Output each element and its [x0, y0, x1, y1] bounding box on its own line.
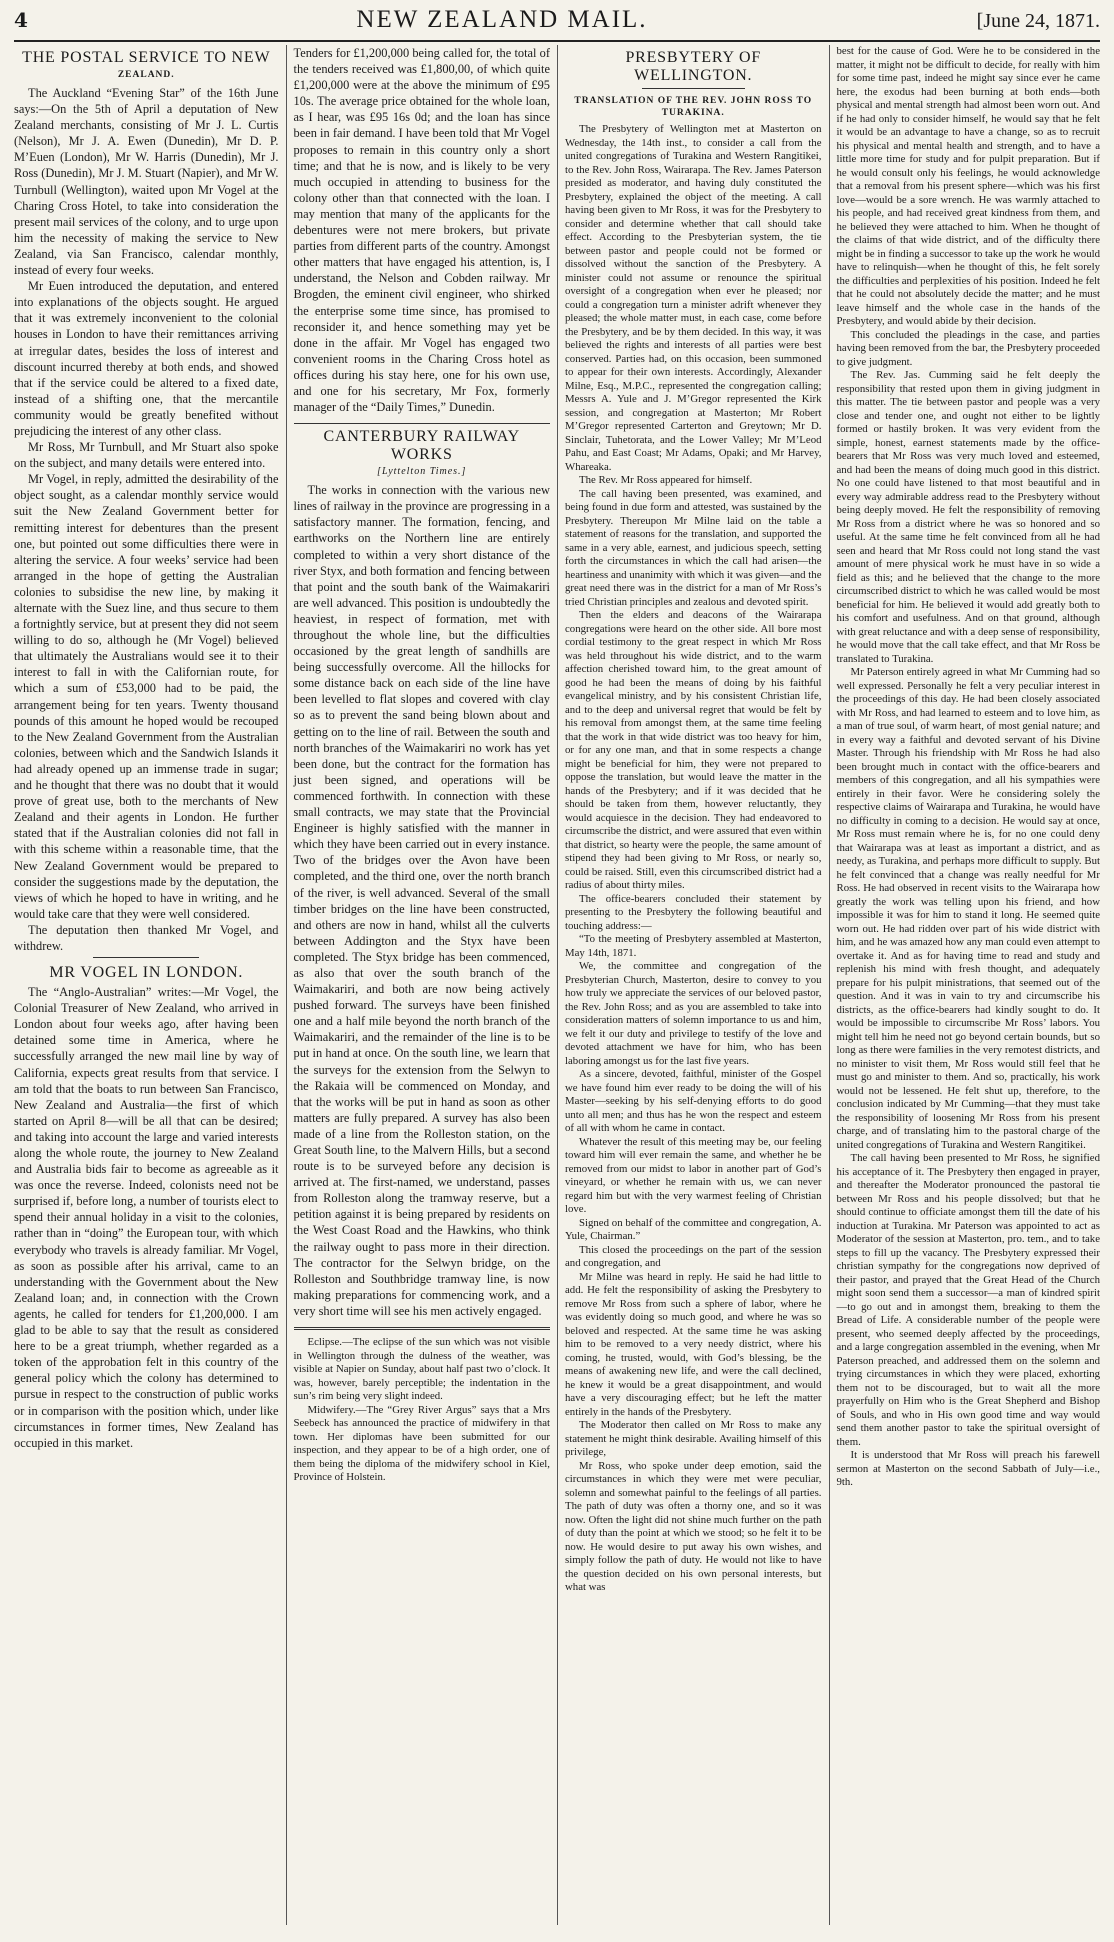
headline-presbytery: PRESBYTERY OF WELLINGTON. [625, 49, 762, 84]
article-paragraph: The call having been presented to Mr Ross, he signified his acceptance of it. The Presbytery then engaged in prayer, and thereafter the Moderator pronounced the pastoral tie between Mr Ross and his people dissolved; but that he should continue to officiate amongst them till the date of his induction at Turakina. Mr Paterson was appointed to act as Moderator of the session at Masterton, pro. tem., and to take steps to fill up the vacancy. The Presbytery expressed their christian sympathy for the congregations now deprived of their pastor, and prayed that the Great Head of the Church might soon send them a successor—a man of kindred spirit—to go out and in amongst them, breaking to them the Bread of Life. A considerable number of the people were present, who seemed deeply affected by the proceedings, and a large congregation assembled in the evening, when Mr Paterson preached, and addressed them on the solemn and trying circumstances in which they were placed, exhorting them not to be discouraged, but to wait all the more prayerfully on Him who is the Great Shepherd and Bishop of Souls, and who in His own good time and way would send them another pastor to take the spiritual oversight of them. [836, 1152, 1100, 1448]
article-paragraph: Mr Ross, Mr Turnbull, and Mr Stuart also spoke on the subject, and many details were entered into. [14, 440, 279, 471]
column-3 [557, 45, 829, 1925]
subheadline-postal-service: ZEALAND. [117, 70, 175, 80]
article-paragraph: Whatever the result of this meeting may be, our feeling toward him will ever remain the same, and whether he be removed from our midst to labor in another part of God’s vineyard, or whether he remain with us, we can never regard him but with the very warmest feeling of Christian love. [565, 1135, 822, 1215]
article-paragraph: The office-bearers concluded their statement by presenting to the Presbytery the following beautiful and touching address:— [565, 892, 822, 932]
article-paragraph: Mr Ross, who spoke under deep emotion, said the circumstances in which they were met were peculiar, solemn and somewhat painful to the feelings of all parties. The path of duty was often a thorny one, and so it was now. Often the light did not shine much further on the path of duty than the point at which we stood; so he felt it to be now. He would desire to put away his own wishes, and simply follow the path of duty. He would not like to have the question decided on his own personal interests, but what was [565, 1459, 822, 1593]
news-note: Eclipse.—The eclipse of the sun which was not visible in Wellington through the dulness of the weather, was visible at Napier on Sunday, about half past two o’clock. It was, however, barely perceptible; the indentation in the sun’s rim being very slight indeed. [293, 1336, 550, 1403]
issue-date: [June 24, 1871. [976, 10, 1100, 32]
article-paragraph: The works in connection with the various new lines of railway in the province are progressing in a satisfactory manner. The formation, fencing, and earthworks on the Northern line are entirely completed to within a very short distance of the river Styx, and both formation and fencing between that point and the south bank of the Waimakariri are well advanced. This position is undoubtedly the heaviest, in respect of formation, met with throughout the whole line, but the difficulties occasioned by the great length of sandhills are being successfully overcome. All the hillocks for some distance back on each side of the line have been levelled to flat slopes and covered with clay so as to prevent the sand being blown about and getting on to the line of rail. Between the south and north branches of the Waimakariri no work has yet been done, but the contract for the formation has just been signed, and operations will be commenced forthwith. In connection with these small contracts, we may state that the Provincial Engineer is highly satisfied with the manner in which they have been carried out in every instance. Two of the bridges over the Avon have been completed, and the third one, over the north branch of the river, is well advanced. Several of the small timber bridges on the line have been constructed, and others are now in hand, whilst all the culverts between Addington and the Styx have been completed. The Styx bridge has been commenced, as also that over the south branch of the Waimakariri, and both are now being actively pushed forward. The surveys have been finished one and a half mile beyond the north branch of the Waimakariri, and the remainder of the line is to be put in hand at once. On the south line, we learn that the surveys for the extension from the Selwyn to the Rakaia will be commenced on Monday, and that the works will be put in hand as soon as other matters are fully prepared. A survey has also been made of a line from the Rolleston station, on the Great South line, to the Malvern Hills, but a second route is to be surveyed before any decision is arrived at. The first-named, we understand, passes from Rolleston along the tramway reserve, but a petition against it is being prepared by residents on the West Coast Road and the Hawkins, who think the railway ought to pass more in their direction. The contractor for the Selwyn bridge, on the Rolleston and Southbridge tramway line, is now making preparations for commencing work, and a very short time will see his men actively engaged. [293, 483, 550, 1318]
divider [294, 423, 551, 424]
article-paragraph: Mr Euen introduced the deputation, and entered into explanations of the objects sought. He argued that it was extremely inconvenient to the colonial houses in London to have their remittances arriving at irregular dates, besides the loss of interest and discount incurred thereby at both ends, and showed that if the service could be altered to a fixed date, instead of a shifting one, that the mercantile community would be greatly benefited without prejudicing the interest of any other class. [14, 279, 279, 438]
article-paragraph: The call having been presented, was examined, and being found in due form and attested, was sustained by the Presbytery. Thereupon Mr Milne laid on the table a statement of reasons for the translation, and supported the same in a very able, earnest, and judicious speech, setting forth the circumstances in which the call had arisen—the heartiness and unanimity with which it was given—and the great need there was in the district for a man of Mr Ross’s tried Christian principles and zealous and devoted spirit. [565, 487, 822, 608]
article-paragraph: This closed the proceedings on the part of the session and congregation, and [565, 1243, 822, 1269]
divider [93, 957, 199, 958]
column-4 [829, 45, 1101, 1925]
article-paragraph: Mr Milne was heard in reply. He said he had little to add. He felt the responsibility of asking the Presbytery to remove Mr Ross from such a sphere of labor, where he was evidently doing so much good, and where he was so beloved and respected. At the same time he was asking him to be removed to a very needy district, where his coming, he trusted, would, with God’s blessing, be the means of awakening new life, and were the call declined, he knew it would be a great disappointment, and would have a very discouraging effect; but he left the matter entirely in the hands of the Presbytery. [565, 1270, 822, 1418]
masthead [14, 6, 1100, 42]
source-credit: [Lyttelton Times.] [377, 466, 467, 478]
article-paragraph: best for the cause of God. Were he to be considered in the matter, it might not be difficult to decide, for really with him for some time past, indeed he might say since ever he came here, the exodus had been burning at both ends—both physical and mental strength had almost been worn out. And if he had only to consider himself, he would say that he felt it would be an advantage to have a change, so as to recruit his physical and mental health and strength, and to have a little more time for study and for pulpit preparation. But if he would consult only his feelings, he would acknowledge that a removal from his present sphere—which was his first love—would be a sore wrench. He was warmly attached to his people, and had received great kindness from them, and he believed they were attached to him. When he thought of the claims of that wide district, and of the difficulty there might be in finding a successor to take up the work he would have to relinquish—when he thought of this, he felt sorely the difficulties and perplexities of his position. Indeed he felt that he could not absolutely decide the matter; and he must leave himself and the whole case in the hands of the Presbytery, and would abide by their decision. [836, 45, 1100, 327]
page-number: 4 [14, 8, 28, 32]
article-paragraph: The Auckland “Evening Star” of the 16th June says:—On the 5th of April a deputation of New Zealand merchants, consisting of Mr J. L. Curtis (Nelson), Mr J. A. Ewen (Dunedin), Mr D. P. M’Euen (London), Mr W. Harris (Dunedin), Mr J. Ross (Dunedin), Mr J. M. Stuart (Napier), and Mr W. Turnbull (Wellington), waited upon Mr Vogel at the Charing Cross Hotel, to take into consideration the present mail services of the colony, and to urge upon him the necessity of making the service to New Zealand, via San Francisco, calendar monthly, instead of every four weeks. [14, 86, 279, 278]
columns [14, 45, 1100, 1925]
article-paragraph: The Rev. Jas. Cumming said he felt deeply the responsibility that rested upon them in giving judgment in this matter. The tie between pastor and people was a very close and tender one, and ought not either to be lightly formed or hastily broken. It was very evident from the simple, honest, earnest statements made by the office-bearers that Mr Ross was very much loved and esteemed, and had been the means of doing much good in this district. No one could have listened to that most beautiful and in every way admirable address read to the Presbytery without being deeply moved. He felt the responsibility of removing Mr Ross from a district where he was so honored and so useful. At the same time he felt convinced from all he had seen and heard that Mr Ross could not long stand the vast amount of mere physical work he must have in so wide a field as this; and he believed that the change to the more circumscribed district to which he was called would be most beneficial for him. He believed it would add greatly both to his comfort and usefulness. And on that ground, although with great reluctance and with a deep sense of responsibility, he would move that the call take effect, and that Mr Ross be translated to Turakina. [836, 369, 1100, 665]
divider [642, 88, 745, 89]
article-paragraph: It is understood that Mr Ross will preach his farewell sermon at Masterton on the second Sabbath of July—i.e., 9th. [836, 1449, 1100, 1488]
article-paragraph: Signed on behalf of the committee and congregation, A. Yule, Chairman.” [565, 1216, 822, 1242]
article-paragraph: This concluded the pleadings in the case, and parties having been removed from the bar, the Presbytery proceeded to give judgment. [836, 328, 1100, 368]
article-paragraph: The Presbytery of Wellington met at Masterton on Wednesday, the 14th inst., to consider a call from the united congregations of Turakina and Western Rangitikei, to the Rev. John Ross, Wairarapa. The Rev. James Paterson presided as moderator, and having duly constituted the Presbytery, explained the object of the meeting. A call having been given to Mr Ross, it was for the Presbytery to consider and determine whether that call should take effect. According to the Presbyterian system, the tie between pastor and people could not be formed or dissolved without the sanction of the Presbytery. A minister could not assume or renounce the spiritual oversight of a congregation when ever he pleased; nor could a congregation turn a minister adrift whenever they pleased; the whole matter must, in each case, come before the Presbytery, and be by them decided. In this way, it was believed the rights and interests of all parties were best conserved. Parties had, on this occasion, been summoned to appear for their own interests. Accordingly, Alexander Milne, Esq., M.P.C., represented the congregation calling; Messrs A. Yule and J. M’Gregor represented the Kirk session, and congregation at Masterton; Mr Robert M’Gregor represented Carterton and Greytown; Mr D. Sinclair, Tuhetorata, and the Lower Valley; Mr M’Leod Pahu, and East Coast; Mr Adams, Opaki; and Mr Harvey, Whareaka. [565, 123, 822, 473]
headline-canterbury-railway: CANTERBURY RAILWAY WORKS [323, 428, 520, 464]
column-1 [14, 45, 286, 1925]
article-paragraph: As a sincere, devoted, faithful, minister of the Gospel we have found him ever ready to be doing the will of his Master—seeking by his self-denying efforts to do good unto all men; and thus has he won the respect and esteem of all with whom he came in contact. [565, 1068, 822, 1134]
article-paragraph: The Rev. Mr Ross appeared for himself. [579, 474, 753, 486]
newspaper-title: NEW ZEALAND MAIL. [356, 6, 648, 33]
column-2 [286, 45, 558, 1925]
headline-postal-service: THE POSTAL SERVICE TO NEW [22, 49, 271, 66]
article-paragraph: Mr Vogel, in reply, admitted the desirability of the object sought, as a calendar monthly service would suit the New Zealand Government better for remitting interest for debentures than the present one, but pointed out some difficulties there were in altering the service. A four weeks’ service had been arranged in the hope of getting the Australian colonies to subsidise the new line, by making it alternate with the Suez line, and thus secure to them a fortnightly service, but at present they did not seem willing to do so, although he (Mr Vogel) believed that ultimately the Australians would see it to their interest to fall in with the Californian route, for which a sum of £53,000 had to be paid, the arrangement being for ten years. Twenty thousand pounds of this amount he hoped would be recouped to the New Zealand Government from the Australian colonies, between which and the Sandwich Islands it had already opened up an immense trade in sugar; and he thought that there was no doubt that it would prove of great use, both to the merchants of New Zealand and their agents in London. He further stated that if the Australian colonies did not fall in with this scheme within a reasonable time, that the New Zealand Government would be prepared to consider the suggestions made by the deputation, the views of which he hoped to have in writing, and he would take care that they were well considered. [14, 472, 279, 921]
divider [294, 1327, 551, 1330]
headline-vogel-london: MR VOGEL IN LONDON. [49, 964, 244, 982]
news-note: Midwifery.—The “Grey River Argus” says that a Mrs Seebeck has announced the practice of midwifery in that town. Her diplomas have been submitted for our inspection, and they appear to be of a high order, one of them being the diploma of the midwifery school in Kiel, Province of Holstein. [293, 1403, 550, 1484]
article-paragraph: The Moderator then called on Mr Ross to make any statement he might think desirable. Availing himself of this privilege, [565, 1419, 822, 1458]
article-paragraph: We, the committee and congregation of the Presbyterian Church, Masterton, desire to convey to you how truly we appreciate the services of our beloved pastor, the Rev. John Ross; and as you are assembled to take into consideration matters of solemn importance to us and him, we felt it our duty and privilege to testify of the love and devoted attachment we have for him, who has been laboring amongst us for the last five years. [565, 960, 822, 1067]
article-paragraph: The “Anglo-Australian” writes:—Mr Vogel, the Colonial Treasurer of New Zealand, who arrived in London about four weeks ago, after having been detained some time in America, where he successfully arranged the new mail line by way of California, expects great results from that service. I am told that the boats to run between San Francisco, New Zealand and Australia—the first of which started on April 8—will be all that can be desired; and taking into account the large and varied interests along the whole route, the journey to New Zealand and Australia bids fair to become as agreeable as it was once the reverse. Indeed, colonists need not be surprised if, before long, a number of tourists elect to spend their annual holiday in a visit to the colonies, rather than in “doing” the European tour, with which everybody who travels is already familiar. Mr Vogel, as soon as possible after his arrival, came to an understanding with the Government about the New Zealand loan; and, in connection with the Crown agents, he called for tenders for £1,200,000. I am glad to be able to say that the result as considered here to be a great triumph, whether regarded as a token of the approbation felt in this country of the general policy which the colony has determined to pursue in respect to the construction of public works or in comparison with the position which, under like circumstances in former times, New Zealand has occupied in this market. [14, 985, 279, 1450]
article-paragraph: Then the elders and deacons of the Wairarapa congregations were heard on the other side. All bore most cordial testimony to the great respect in which Mr Ross was held throughout his wide district, and to the warm affection cherished toward him, to the great amount of good he had been the means of doing by his faithful evangelical ministry, and by his consistent Christian life, and to the deep and universal regret that would be felt by his removal from amongst them, at the same time feeling that the work in that wide district was too heavy for him, or for any one man, and that in some respects a change might be beneficial for him, they were not prepared to oppose the translation, but would leave the matter in the hands of the Presbytery; and if it was decided that he should be taken from them, however reluctantly, they would acquiesce in the decision. They had endeavored to circumscribe the district, and were assured that even within that district, so hearty were the people, the same amount of stipend they had been giving to Mr Ross, or nearly so, could be raised. Still, even this circumscribed district had a radius of about thirty miles. [565, 609, 822, 891]
article-paragraph: The deputation then thanked Mr Vogel, and withdrew. [14, 922, 279, 953]
article-paragraph: Mr Paterson entirely agreed in what Mr Cumming had so well expressed. Personally he felt a very peculiar interest in the proceedings of this day. He had been closely associated with Mr Ross, and had learned to esteem and to love him, as a man of true soul, of warm heart, of most genial nature; and in every way a faithful and devoted servant of his Divine Master. Through his friendship with Mr Ross he had also been brought much in contact with the office-bearers and members of this congregation, and all his sympathies were entirely in their favor. Were he considering solely the respective claims of Wairarapa and Turakina, he would have no difficulty in coming to a decision. He would say at once, Mr Ross must remain where he is, for no one could deny that Wairarapa was at least as important a district, and as needy, as Turakina, and perhaps more difficult to supply. But he felt convinced that a change was really needful for Mr Ross. He had observed in recent visits to the Wairarapa how greatly the work was telling upon his friend, and how impossible it was for him to stand it long. He seemed quite worn out. He had ridden over part of his wide district with him, and he was amazed how any man could even attempt to overtake it. And as for having time to read and study and replenish his mind with fresh thought, and adequately prepare for his pulpit ministrations, that seemed out of the question. And it was in vain to try and circumscribe his districts, as the office-bearers had kindly sought to do. It would be impossible to circumscribe Mr Ross’ labors. You might tell him he need not go beyond certain bounds, but so long as there were families in the very remotest districts, and no minister to visit them, Mr Ross would still feel that he must go and minister to them. And so, practically, his work would not be lessened. He felt shut up, therefore, to the conclusion indicated by Mr Cumming—that they must take the responsibility of loosening Mr Ross from his present charge, and of translating him to the pastoral charge of the united congregations of Turakina and Western Rangitikei. [836, 666, 1100, 1151]
article-paragraph: Tenders for £1,200,000 being called for, the total of the tenders received was £1,800,00, of which quite £1,200,000 were at the above the minimum of £95 10s. The average price obtained for the whole loan, as I hear, was £95 16s 0d; and the loan has since been in fair demand. I have been told that Mr Vogel proposes to remain in this country only a short time; and that he is now, and is likely to be very much occupied in attending to business for the colony other than that connected with the loan. I may mention that many of the applicants for the debentures were not mere brokers, but private parties from different parts of the country. Amongst other matters that have engaged his attention, is, I understand, the Nelson and Cobden railway. Mr Brogden, the eminent civil engineer, who shirked the enterprise some time since, has promised to reconsider it, and hence something may yet be done in the affair. Mr Vogel has engaged two convenient rooms in the Charing Cross hotel as offices during his stay here, one for his own use, and one for his secretary, Mr Fox, formerly manager of the “Daily Times,” Dunedin. [293, 46, 550, 415]
subheadline-presbytery: TRANSLATION OF THE REV. JOHN ROSS TO TURAKINA. [574, 96, 813, 118]
article-paragraph: “To the meeting of Presbytery assembled at Masterton, May 14th, 1871. [565, 933, 822, 959]
